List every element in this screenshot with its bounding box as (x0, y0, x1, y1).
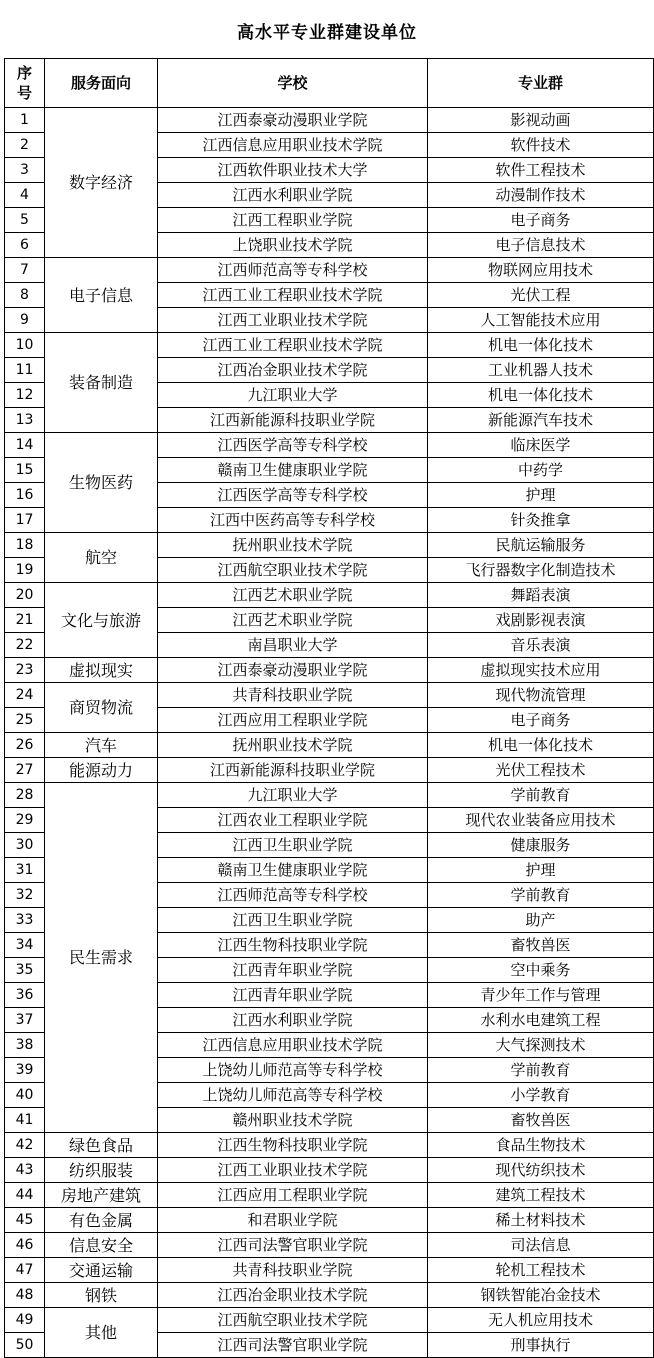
service-direction-cell: 汽车 (45, 733, 158, 758)
major-group-cell: 护理 (428, 858, 654, 883)
row-number: 24 (5, 683, 45, 708)
major-group-cell: 空中乘务 (428, 958, 654, 983)
school-cell: 共青科技职业学院 (158, 683, 428, 708)
row-number: 9 (5, 308, 45, 333)
row-number: 23 (5, 658, 45, 683)
row-number: 36 (5, 983, 45, 1008)
school-cell: 抚州职业技术学院 (158, 733, 428, 758)
table-row (5, 1183, 654, 1208)
row-number: 28 (5, 783, 45, 808)
school-cell: 江西青年职业学院 (158, 958, 428, 983)
major-group-cell: 护理 (428, 483, 654, 508)
school-cell: 江西工业职业技术学院 (158, 308, 428, 333)
row-number: 41 (5, 1108, 45, 1133)
school-cell: 江西司法警官职业学院 (158, 1333, 428, 1358)
major-group-cell: 新能源汽车技术 (428, 408, 654, 433)
school-cell: 赣南卫生健康职业学院 (158, 858, 428, 883)
major-group-cell: 工业机器人技术 (428, 358, 654, 383)
table-row (5, 1233, 654, 1258)
major-group-cell: 现代纺织技术 (428, 1158, 654, 1183)
major-group-cell: 学前教育 (428, 883, 654, 908)
major-group-cell: 音乐表演 (428, 633, 654, 658)
service-direction-cell: 文化与旅游 (45, 583, 158, 658)
major-group-cell: 民航运输服务 (428, 533, 654, 558)
table-row (5, 1158, 654, 1183)
major-group-cell: 稀土材料技术 (428, 1208, 654, 1233)
row-number: 19 (5, 558, 45, 583)
row-number: 31 (5, 858, 45, 883)
major-group-cell: 现代物流管理 (428, 683, 654, 708)
row-number: 1 (5, 108, 45, 133)
school-cell: 九江职业大学 (158, 783, 428, 808)
table-row (5, 333, 654, 358)
school-cell: 江西应用工程职业学院 (158, 1183, 428, 1208)
units-table (4, 58, 654, 1358)
page-title: 高水平专业群建设单位 (237, 23, 417, 43)
school-cell: 江西农业工程职业学院 (158, 808, 428, 833)
header-seq-line2: 号 (16, 84, 32, 102)
table-row (5, 1308, 654, 1333)
row-number: 25 (5, 708, 45, 733)
major-group-cell: 人工智能技术应用 (428, 308, 654, 333)
row-number: 8 (5, 283, 45, 308)
table-row (5, 433, 654, 458)
row-number: 20 (5, 583, 45, 608)
header-school: 学校 (158, 59, 428, 108)
school-cell: 江西工业工程职业技术学院 (158, 283, 428, 308)
service-direction-cell: 电子信息 (45, 258, 158, 333)
major-group-cell: 大气探测技术 (428, 1033, 654, 1058)
row-number: 12 (5, 383, 45, 408)
major-group-cell: 针灸推拿 (428, 508, 654, 533)
school-cell: 江西司法警官职业学院 (158, 1233, 428, 1258)
service-direction-cell: 绿色食品 (45, 1133, 158, 1158)
header-seq (5, 59, 45, 108)
row-number: 46 (5, 1233, 45, 1258)
school-cell: 江西医学高等专科学校 (158, 433, 428, 458)
school-cell: 上饶幼儿师范高等专科学校 (158, 1058, 428, 1083)
major-group-cell: 临床医学 (428, 433, 654, 458)
major-group-cell: 轮机工程技术 (428, 1258, 654, 1283)
major-group-cell: 戏剧影视表演 (428, 608, 654, 633)
row-number: 50 (5, 1333, 45, 1358)
major-group-cell: 水利水电建筑工程 (428, 1008, 654, 1033)
service-direction-cell: 航空 (45, 533, 158, 583)
school-cell: 江西信息应用职业技术学院 (158, 1033, 428, 1058)
school-cell: 江西生物科技职业学院 (158, 1133, 428, 1158)
major-group-cell: 软件工程技术 (428, 158, 654, 183)
table-row (5, 108, 654, 133)
row-number: 14 (5, 433, 45, 458)
row-number: 27 (5, 758, 45, 783)
row-number: 6 (5, 233, 45, 258)
table-row (5, 258, 654, 283)
row-number: 16 (5, 483, 45, 508)
major-group-cell: 学前教育 (428, 1058, 654, 1083)
row-number: 11 (5, 358, 45, 383)
school-cell: 江西航空职业技术学院 (158, 1308, 428, 1333)
school-cell: 南昌职业大学 (158, 633, 428, 658)
table-row (5, 1133, 654, 1158)
row-number: 17 (5, 508, 45, 533)
row-number: 26 (5, 733, 45, 758)
school-cell: 江西水利职业学院 (158, 183, 428, 208)
major-group-cell: 机电一体化技术 (428, 733, 654, 758)
school-cell: 江西医学高等专科学校 (158, 483, 428, 508)
major-group-cell: 影视动画 (428, 108, 654, 133)
service-direction-cell: 纺织服装 (45, 1158, 158, 1183)
major-group-cell: 电子商务 (428, 708, 654, 733)
table-header-row (5, 59, 654, 108)
row-number: 48 (5, 1283, 45, 1308)
major-group-cell: 建筑工程技术 (428, 1183, 654, 1208)
major-group-cell: 电子商务 (428, 208, 654, 233)
service-direction-cell: 虚拟现实 (45, 658, 158, 683)
major-group-cell: 助产 (428, 908, 654, 933)
school-cell: 抚州职业技术学院 (158, 533, 428, 558)
row-number: 34 (5, 933, 45, 958)
row-number: 40 (5, 1083, 45, 1108)
row-number: 10 (5, 333, 45, 358)
major-group-cell: 无人机应用技术 (428, 1308, 654, 1333)
school-cell: 江西卫生职业学院 (158, 833, 428, 858)
table-row (5, 783, 654, 808)
row-number: 38 (5, 1033, 45, 1058)
major-group-cell: 舞蹈表演 (428, 583, 654, 608)
row-number: 3 (5, 158, 45, 183)
major-group-cell: 青少年工作与管理 (428, 983, 654, 1008)
row-number: 5 (5, 208, 45, 233)
school-cell: 江西工程职业学院 (158, 208, 428, 233)
major-group-cell: 机电一体化技术 (428, 383, 654, 408)
row-number: 2 (5, 133, 45, 158)
header-direction: 服务面向 (45, 59, 158, 108)
table-row (5, 733, 654, 758)
table-row (5, 1208, 654, 1233)
school-cell: 江西师范高等专科学校 (158, 883, 428, 908)
school-cell: 上饶幼儿师范高等专科学校 (158, 1083, 428, 1108)
service-direction-cell: 生物医药 (45, 433, 158, 533)
service-direction-cell: 钢铁 (45, 1283, 158, 1308)
school-cell: 江西航空职业技术学院 (158, 558, 428, 583)
service-direction-cell: 信息安全 (45, 1233, 158, 1258)
major-group-cell: 飞行器数字化制造技术 (428, 558, 654, 583)
row-number: 29 (5, 808, 45, 833)
school-cell: 赣南卫生健康职业学院 (158, 458, 428, 483)
school-cell: 江西艺术职业学院 (158, 583, 428, 608)
row-number: 49 (5, 1308, 45, 1333)
table-row (5, 658, 654, 683)
school-cell: 江西应用工程职业学院 (158, 708, 428, 733)
row-number: 42 (5, 1133, 45, 1158)
school-cell: 江西工业工程职业技术学院 (158, 333, 428, 358)
school-cell: 共青科技职业学院 (158, 1258, 428, 1283)
major-group-cell: 光伏工程 (428, 283, 654, 308)
school-cell: 江西水利职业学院 (158, 1008, 428, 1033)
service-direction-cell: 民生需求 (45, 783, 158, 1133)
major-group-cell: 刑事执行 (428, 1333, 654, 1358)
major-group-cell: 小学教育 (428, 1083, 654, 1108)
row-number: 33 (5, 908, 45, 933)
major-group-cell: 食品生物技术 (428, 1133, 654, 1158)
major-group-cell: 司法信息 (428, 1233, 654, 1258)
school-cell: 江西卫生职业学院 (158, 908, 428, 933)
school-cell: 九江职业大学 (158, 383, 428, 408)
major-group-cell: 电子信息技术 (428, 233, 654, 258)
major-group-cell: 机电一体化技术 (428, 333, 654, 358)
school-cell: 江西生物科技职业学院 (158, 933, 428, 958)
header-seq-line1: 序 (16, 64, 32, 82)
school-cell: 和君职业学院 (158, 1208, 428, 1233)
row-number: 21 (5, 608, 45, 633)
service-direction-cell: 房地产建筑 (45, 1183, 158, 1208)
row-number: 35 (5, 958, 45, 983)
school-cell: 江西软件职业技术大学 (158, 158, 428, 183)
school-cell: 上饶职业技术学院 (158, 233, 428, 258)
row-number: 39 (5, 1058, 45, 1083)
row-number: 18 (5, 533, 45, 558)
major-group-cell: 物联网应用技术 (428, 258, 654, 283)
table-row (5, 1258, 654, 1283)
school-cell: 江西信息应用职业技术学院 (158, 133, 428, 158)
major-group-cell: 钢铁智能冶金技术 (428, 1283, 654, 1308)
service-direction-cell: 能源动力 (45, 758, 158, 783)
table-row (5, 533, 654, 558)
major-group-cell: 光伏工程技术 (428, 758, 654, 783)
row-number: 44 (5, 1183, 45, 1208)
service-direction-cell: 交通运输 (45, 1258, 158, 1283)
school-cell: 江西泰豪动漫职业学院 (158, 108, 428, 133)
header-group: 专业群 (428, 59, 654, 108)
service-direction-cell: 数字经济 (45, 108, 158, 258)
row-number: 32 (5, 883, 45, 908)
table-row (5, 683, 654, 708)
major-group-cell: 动漫制作技术 (428, 183, 654, 208)
major-group-cell: 畜牧兽医 (428, 1108, 654, 1133)
school-cell: 江西新能源科技职业学院 (158, 758, 428, 783)
table-body (5, 108, 654, 1358)
major-group-cell: 中药学 (428, 458, 654, 483)
school-cell: 江西工业职业技术学院 (158, 1158, 428, 1183)
table-row (5, 1283, 654, 1308)
service-direction-cell: 商贸物流 (45, 683, 158, 733)
row-number: 4 (5, 183, 45, 208)
school-cell: 江西冶金职业技术学院 (158, 358, 428, 383)
row-number: 45 (5, 1208, 45, 1233)
table-row (5, 583, 654, 608)
school-cell: 江西中医药高等专科学校 (158, 508, 428, 533)
row-number: 22 (5, 633, 45, 658)
school-cell: 江西冶金职业技术学院 (158, 1283, 428, 1308)
school-cell: 江西师范高等专科学校 (158, 258, 428, 283)
row-number: 7 (5, 258, 45, 283)
row-number: 13 (5, 408, 45, 433)
major-group-cell: 畜牧兽医 (428, 933, 654, 958)
major-group-cell: 学前教育 (428, 783, 654, 808)
major-group-cell: 软件技术 (428, 133, 654, 158)
school-cell: 江西艺术职业学院 (158, 608, 428, 633)
row-number: 15 (5, 458, 45, 483)
table-row (5, 758, 654, 783)
school-cell: 江西青年职业学院 (158, 983, 428, 1008)
service-direction-cell: 其他 (45, 1308, 158, 1358)
service-direction-cell: 有色金属 (45, 1208, 158, 1233)
row-number: 37 (5, 1008, 45, 1033)
row-number: 47 (5, 1258, 45, 1283)
major-group-cell: 健康服务 (428, 833, 654, 858)
major-group-cell: 现代农业装备应用技术 (428, 808, 654, 833)
school-cell: 江西泰豪动漫职业学院 (158, 658, 428, 683)
service-direction-cell: 装备制造 (45, 333, 158, 433)
major-group-cell: 虚拟现实技术应用 (428, 658, 654, 683)
row-number: 30 (5, 833, 45, 858)
school-cell: 江西新能源科技职业学院 (158, 408, 428, 433)
row-number: 43 (5, 1158, 45, 1183)
school-cell: 赣州职业技术学院 (158, 1108, 428, 1133)
